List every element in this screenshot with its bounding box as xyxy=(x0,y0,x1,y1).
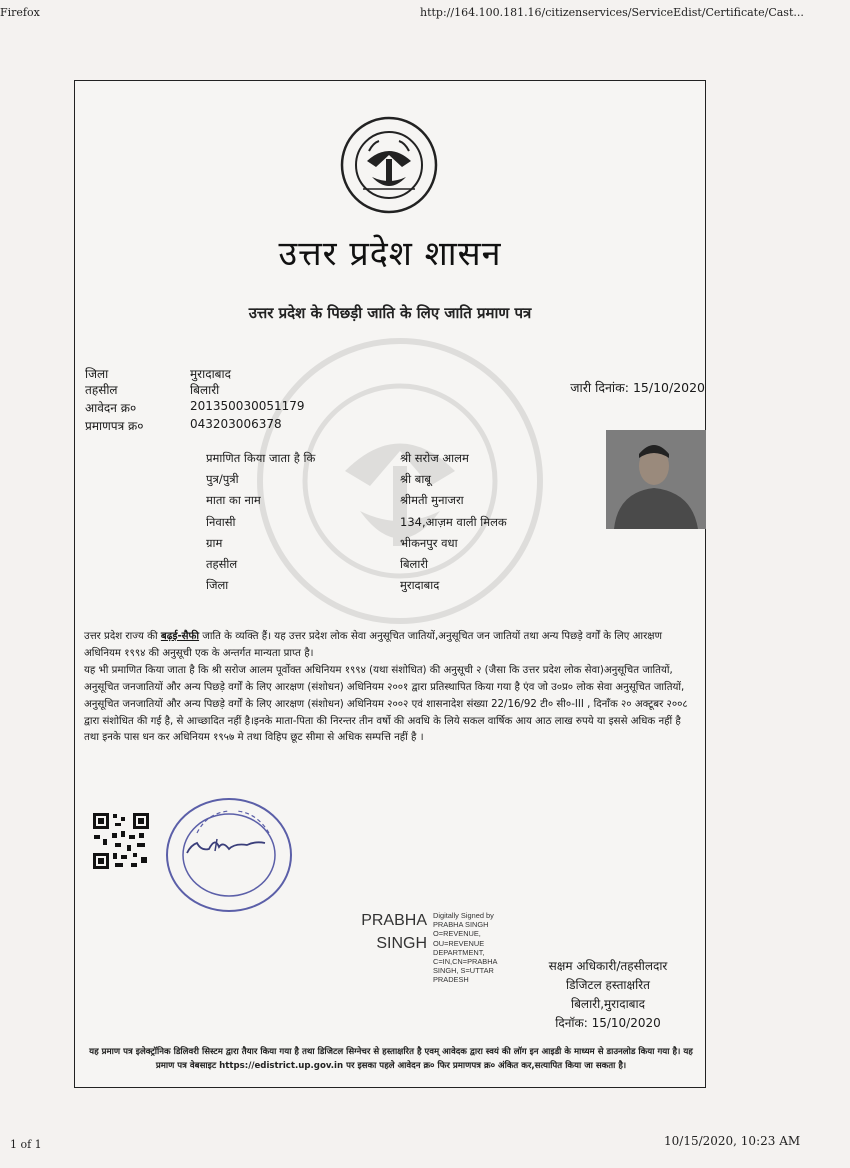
info-label: जिला xyxy=(85,367,109,381)
info-value: 201350030051179 xyxy=(190,399,305,413)
qr-code-icon xyxy=(91,811,151,871)
authority-title: उत्तर प्रदेश शासन xyxy=(278,234,502,274)
detail-value: भीकनपुर वधा xyxy=(400,536,458,550)
info-value: मुरादाबाद xyxy=(190,367,232,381)
details-block xyxy=(206,451,566,591)
certificate-page xyxy=(74,80,706,1088)
detail-value: श्री सरोज आलम xyxy=(400,451,469,465)
body-p1-before: उत्तर प्रदेश राज्य की xyxy=(84,631,161,642)
digital-signature-details: Digitally Signed by PRABHA SINGH O=REVENUE, OU=REVENUE DEPARTMENT, C=IN,CN=PRABHA SINGH, S=UTTAR PRADESH xyxy=(433,911,498,985)
detail-label: प्रमाणित किया जाता है कि xyxy=(206,451,316,465)
certificate-title: उत्तर प्रदेश के पिछड़ी जाति के लिए जाति प्रमाण पत्र xyxy=(248,304,532,322)
print-datetime: 10/15/2020, 10:23 AM xyxy=(664,1134,801,1148)
up-emblem-icon xyxy=(339,115,439,215)
officer-date-value: 15/10/2020 xyxy=(591,1016,661,1030)
signer-name-line1: PRABHA xyxy=(361,912,427,929)
official-seal-stamp xyxy=(157,793,297,923)
issue-date xyxy=(570,379,705,396)
page-url[interactable]: http://164.100.181.16/citizenservices/ServiceEdist/Certificate/Cast... xyxy=(420,6,804,19)
applicant-photo xyxy=(606,430,706,529)
officer-date-label: दिनॉक: xyxy=(555,1016,588,1030)
officer-sign-type: डिजिटल हस्ताक्षरित xyxy=(566,978,650,992)
detail-label: निवासी xyxy=(206,515,236,529)
issuing-officer xyxy=(533,957,683,1033)
detail-label: माता का नाम xyxy=(206,493,261,507)
officer-location: बिलारी,मुरादाबाद xyxy=(570,997,646,1011)
detail-label: जिला xyxy=(206,578,229,592)
body-p2: यह भी प्रमाणित किया जाता है कि श्री सरोज आलम पूर्वोक्त अधिनियम १९९४ (यथा संशोधित) की अनुसूची २ (जैसा कि उत्तर प्रदेश लोक सेवा)अनुसूचित जातियों, अनुसूचित जनजातियों और अन्य पिछड़े वर्गों के लिए आरक्षण (संशोधन) अधिनियम २००१ द्वारा प्रतिस्थापित किया गया है एंव जो उ०प्र० लोक सेवा अनुसूचित जातियों, अनुसूचित जनजातियों और अन्य पिछड़े वर्गों के लिए आरक्षण (संशोधन) अधिनियम २००२ एवं शासनादेश संख्या 22/16/92 टी० सी०-III , दिनाँक २० अक्टूबर २००८ द्वारा संशोधित की गई है, से आच्छादित नहीं है।इनके माता-पिता की निरन्तर तीन वर्षो की अवधि के लिये सकल वार्षिक आय आठ लाख रुपये या इससे अधिक नहीं है तथा इनके पास धन कर अधिनियम १९५७ मे तथा विहिप छूट सीमा से अधिक सम्पत्ति नहीं है । xyxy=(84,664,688,744)
info-label: आवेदन क्र० xyxy=(85,401,137,415)
detail-label: पुत्र/पुत्री xyxy=(206,472,239,486)
detail-value: श्रीमती मुनाजरा xyxy=(400,493,464,507)
issue-date-value: 15/10/2020 xyxy=(632,380,705,395)
verification-footnote: यह प्रमाण पत्र इलेक्ट्रॉनिक डिलिवरी सिस्टम द्वारा तैयार किया गया है तथा डिजिटल सिग्नेचर से हस्ताक्षरित है एवम् आवेदक द्वारा स्वयं की लॉग इन आइडी के माध्यम से डाउनलोड किया गया है। यह प्रमाण पत्र वेबसाइट https://edistrict.up.gov.in पर इसका पहले आवेदन क्र० फिर प्रमाणपत्र क्र० अंकित कर,सत्यापित किया जा सकता है। xyxy=(89,1047,693,1071)
digital-signer-name xyxy=(337,909,427,955)
detail-value: 134,आज़म वाली मिलक xyxy=(400,515,507,529)
info-label: तहसील xyxy=(85,383,118,397)
info-value: बिलारी xyxy=(190,383,220,397)
info-label: प्रमाणपत्र क्र० xyxy=(85,419,144,433)
issue-date-label: जारी दिनांक: xyxy=(570,380,629,395)
officer-designation: सक्षम अधिकारी/तहसीलदार xyxy=(548,959,668,973)
certificate-body xyxy=(84,629,694,747)
page-count: 1 of 1 xyxy=(10,1138,42,1151)
detail-value: श्री बाबू xyxy=(400,472,431,486)
browser-app-name: Firefox xyxy=(0,6,40,19)
detail-value: मुरादाबाद xyxy=(400,578,440,592)
info-block xyxy=(85,365,385,435)
caste-name: बढ़ई-सैफी xyxy=(160,631,200,642)
info-value: 043203006378 xyxy=(190,417,282,431)
signer-name-line2: SINGH xyxy=(376,935,427,952)
detail-value: बिलारी xyxy=(400,557,429,571)
body-p1-after: जाति के व्यक्ति हैं। यह उत्तर प्रदेश लोक सेवा अनुसूचित जातियों,अनुसूचित जन जातियों तथा अन्य पिछड़े वर्गों के लिए आरक्षण अधिनियम १९९४ की अनुसूची एक के अन्तर्गत मान्यता प्राप्त है। xyxy=(84,631,662,659)
detail-label: ग्राम xyxy=(206,536,223,550)
person-photo-icon xyxy=(606,430,706,529)
officer-date xyxy=(533,1014,683,1033)
detail-label: तहसील xyxy=(206,557,238,571)
